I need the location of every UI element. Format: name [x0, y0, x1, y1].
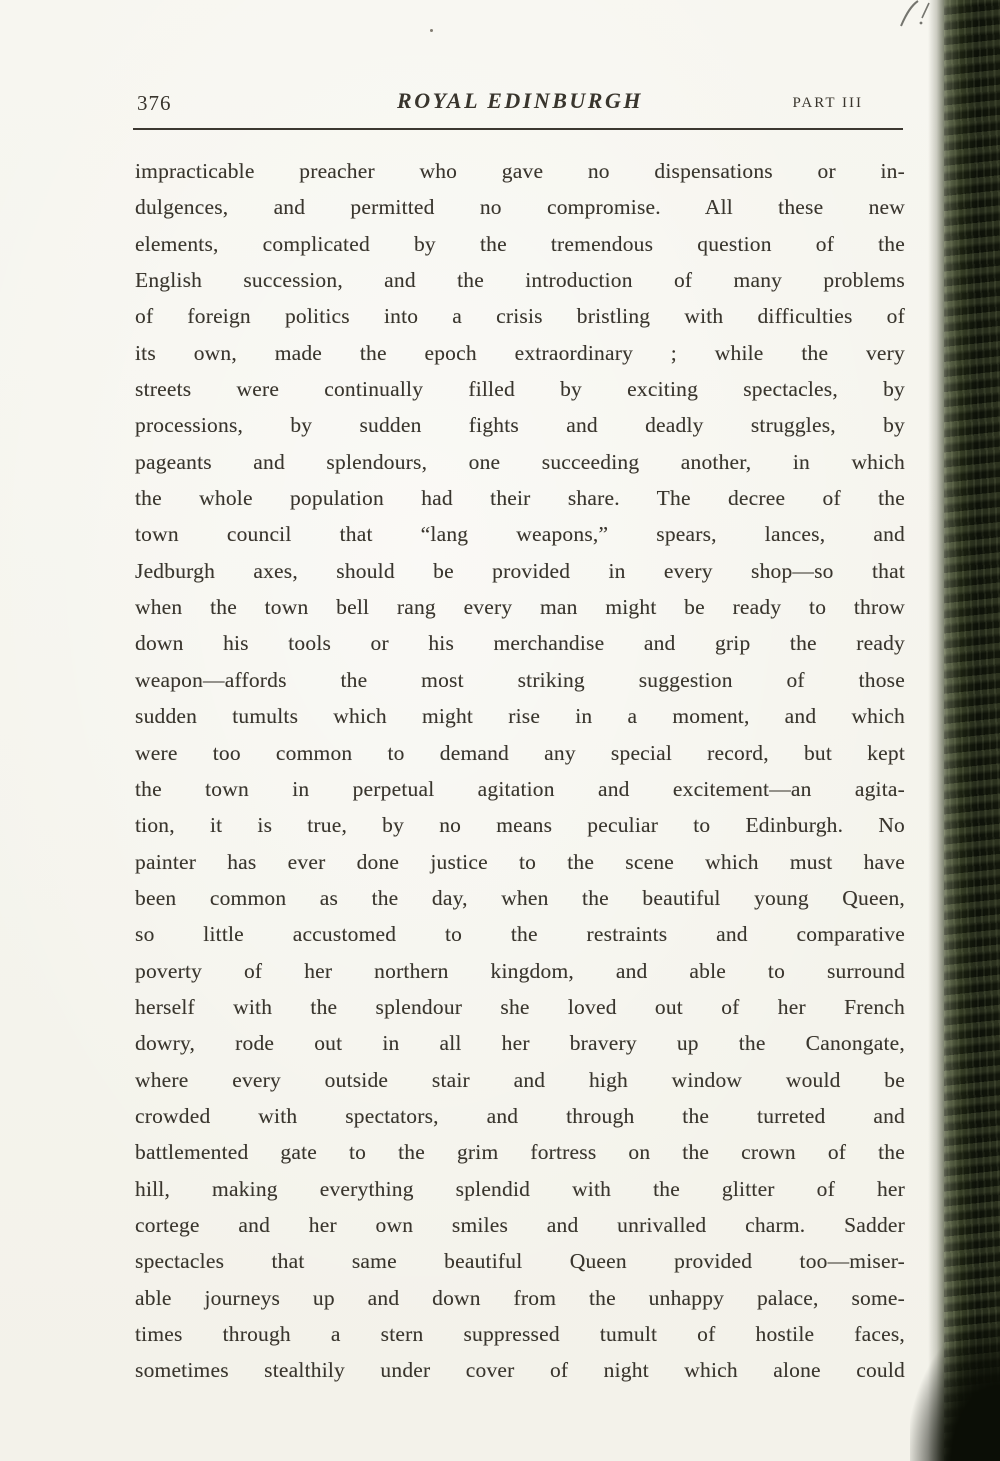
text-line: the town in perpetual agitation and excitement—an agita-	[135, 776, 905, 801]
text-line: sudden tumults which might rise in a moment, and which	[135, 704, 905, 729]
text-line: impracticable preacher who gave no dispensations or in-	[135, 159, 905, 183]
page-number: 376	[137, 91, 172, 115]
part-label: PART III	[792, 95, 863, 111]
text-line: times through a stern suppressed tumult of hostile faces,	[135, 1322, 905, 1346]
text-line: herself with the splendour she loved out of her French	[135, 994, 905, 1019]
text-line: cortege and her own smiles and unrivalled charm. Sadder	[135, 1212, 905, 1237]
text-line: streets were continually filled by exciting spectacles, by	[135, 377, 905, 402]
text-line: processions, by sudden fights and deadly struggles, by	[135, 413, 905, 438]
text-line: dulgences, and permitted no compromise. All these new	[135, 195, 905, 220]
text-line: the whole population had their share. The decree of the	[135, 486, 905, 511]
text-line: of foreign politics into a crisis bristling with difficulties of	[135, 304, 905, 329]
scan-edge-shadow	[928, 0, 1000, 1461]
text-line: down his tools or his merchandise and grip the ready	[135, 631, 905, 656]
text-line: crowded with spectators, and through the turreted and	[135, 1103, 905, 1128]
text-line: when the town bell rang every man might be ready to throw	[135, 595, 905, 620]
header-rule	[133, 128, 903, 130]
text-line: where every outside stair and high window would be	[135, 1067, 905, 1092]
page-header	[135, 88, 905, 122]
text-line: English succession, and the introduction of many problems	[135, 268, 905, 293]
text-line: so little accustomed to the restraints and comparative	[135, 922, 905, 947]
text-line: spectacles that same beautiful Queen provided too—miser-	[135, 1249, 905, 1274]
text-line: elements, complicated by the tremendous question of the	[135, 231, 905, 256]
text-line: dowry, rode out in all her bravery up the Canongate,	[135, 1031, 905, 1056]
text-line: pageants and splendours, one succeeding another, in which	[135, 449, 905, 474]
text-line: poverty of her northern kingdom, and able to surround	[135, 958, 905, 983]
text-line: painter has ever done justice to the scene which must have	[135, 849, 905, 874]
text-line: able journeys up and down from the unhappy palace, some-	[135, 1285, 905, 1310]
handwritten-mark	[897, 0, 933, 28]
running-title: ROYAL EDINBURGH	[397, 88, 643, 113]
text-line: Jedburgh axes, should be provided in every shop—so that	[135, 558, 905, 583]
text-line: been common as the day, when the beautiful young Queen,	[135, 885, 905, 910]
text-line: sometimes stealthily under cover of night which alone could	[135, 1358, 905, 1383]
text-line: hill, making everything splendid with the glitter of her	[135, 1176, 905, 1201]
text-line: weapon—affords the most striking suggestion of those	[135, 667, 905, 692]
paper-speck	[430, 29, 433, 32]
text-line: its own, made the epoch extraordinary ; while the very	[135, 340, 905, 365]
text-line: tion, it is true, by no means peculiar to Edinburgh. No	[135, 813, 905, 838]
text-line: were too common to demand any special record, but kept	[135, 740, 905, 765]
body-text	[135, 153, 905, 1389]
text-line: town council that “lang weapons,” spears, lances, and	[135, 522, 905, 547]
text-line: battlemented gate to the grim fortress on the crown of the	[135, 1140, 905, 1165]
